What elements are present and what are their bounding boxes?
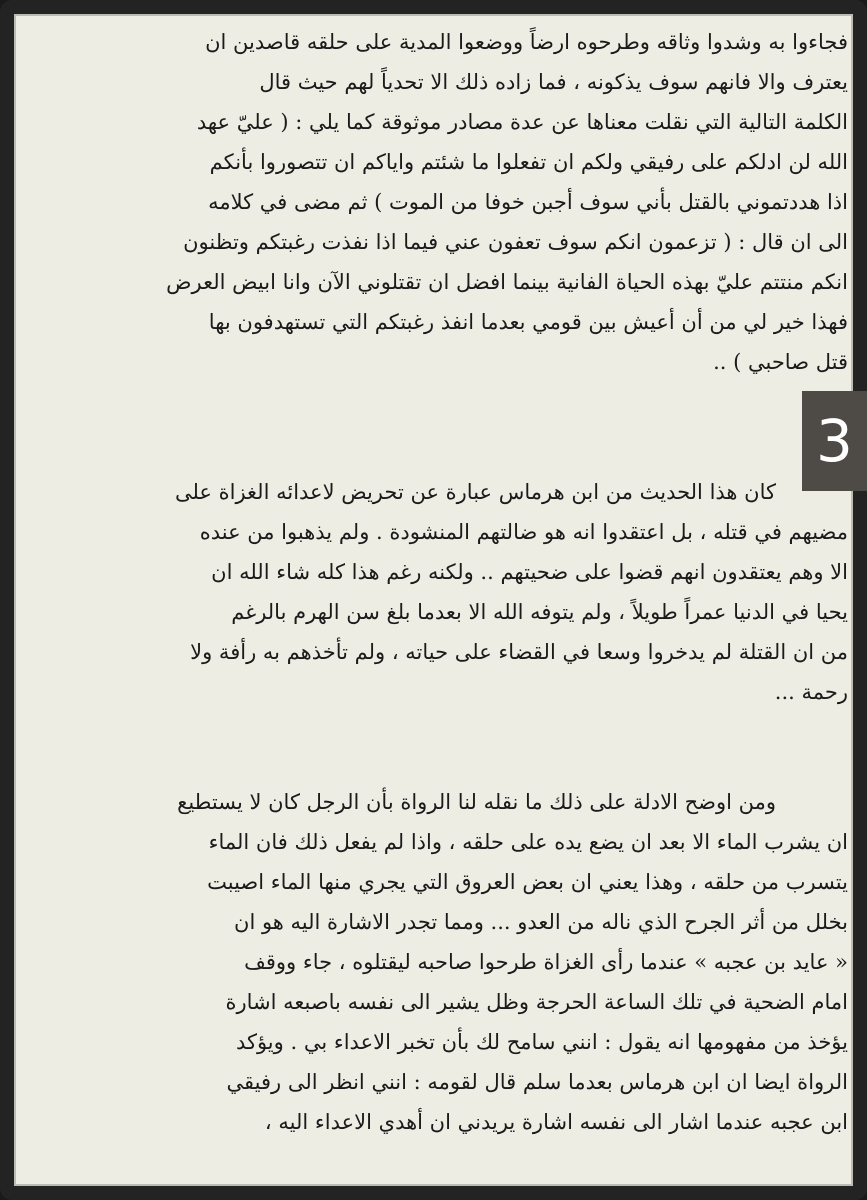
text-line: انكم منتتم عليّ بهذه الحياة الفانية بينما افضل ان تقتلوني الآن وانا ابيض العرض bbox=[166, 270, 848, 294]
text-line: فجاءوا به وشدوا وثاقه وطرحوه ارضاً ووضعوا المدية على حلقه قاصدين ان bbox=[205, 30, 848, 54]
page-number-marker: 3 bbox=[802, 391, 867, 491]
text-line: الى ان قال : ( تزعمون انكم سوف تعفون عني فيما اذا نفذت رغبتكم وتظنون bbox=[183, 230, 848, 254]
text-line: الله لن ادلكم على رفيقي ولكم ان تفعلوا ما شئتم واياكم ان تتصوروا بأنكم bbox=[209, 150, 848, 174]
text-line: « عايد بن عجبه » عندما رأى الغزاة طرحوا صاحبه ليقتلوه ، جاء ووقف bbox=[244, 950, 848, 974]
paragraph-1 bbox=[52, 22, 848, 382]
paragraph-2 bbox=[52, 472, 848, 712]
text-line: رحمة ... bbox=[774, 680, 848, 704]
text-line: ان يشرب الماء الا بعد ان يضع يده على حلقه ، واذا لم يفعل ذلك فان الماء bbox=[208, 830, 848, 854]
text-line: اذا هددتموني بالقتل بأني سوف أجبن خوفا من الموت ) ثم مضى في كلامه bbox=[208, 190, 848, 214]
text-line: يعترف والا فانهم سوف يذكونه ، فما زاده ذلك الا تحدياً لهم حيث قال bbox=[259, 70, 848, 94]
text-line: مضيهم في قتله ، بل اعتقدوا انه هو ضالتهم المنشودة . ولم يذهبوا من عنده bbox=[199, 520, 848, 544]
text-line: الا وهم يعتقدون انهم قضوا على ضحيتهم .. ولكنه رغم هذا كله شاء الله ان bbox=[211, 560, 848, 584]
text-line: بخلل من أثر الجرح الذي ناله من العدو ... ومما تجدر الاشارة اليه هو ان bbox=[234, 910, 848, 934]
text-line: قتل صاحبي ) .. bbox=[713, 350, 848, 374]
text-line: فهذا خير لي من أن أعيش بين قومي بعدما انفذ رغبتكم التي تستهدفون بها bbox=[208, 310, 848, 334]
text-line: كان هذا الحديث من ابن هرماس عبارة عن تحريض لاعدائه الغزاة على bbox=[174, 480, 776, 504]
text-line: يحيا في الدنيا عمراً طويلاً ، ولم يتوفه الله الا بعدما بلغ سن الهرم بالرغم bbox=[231, 600, 848, 624]
text-line: ومن اوضح الادلة على ذلك ما نقله لنا الرواة بأن الرجل كان لا يستطيع bbox=[177, 790, 776, 814]
text-line: يتسرب من حلقه ، وهذا يعني ان بعض العروق التي يجري منها الماء اصيبت bbox=[207, 870, 848, 894]
text-line: الرواة ايضا ان ابن هرماس بعدما سلم قال لقومه : انني انظر الى رفيقي bbox=[226, 1070, 848, 1094]
paragraph-3 bbox=[52, 782, 848, 1142]
text-line: ابن عجبه عندما اشار الى نفسه اشارة يريدني ان أهدي الاعداء اليه ، bbox=[264, 1110, 848, 1134]
text-line: من ان القتلة لم يدخروا وسعا في القضاء على حياته ، ولم تأخذهم به رأفة ولا bbox=[190, 640, 848, 664]
text-line: الكلمة التالية التي نقلت معناها عن عدة مصادر موثوقة كما يلي : ( عليّ عهد bbox=[196, 110, 848, 134]
text-line: امام الضحية في تلك الساعة الحرجة وظل يشير الى نفسه باصبعه اشارة bbox=[225, 990, 848, 1014]
text-line: يؤخذ من مفهومها انه يقول : انني سامح لك بأن تخبر الاعداء بي . ويؤكد bbox=[235, 1030, 848, 1054]
